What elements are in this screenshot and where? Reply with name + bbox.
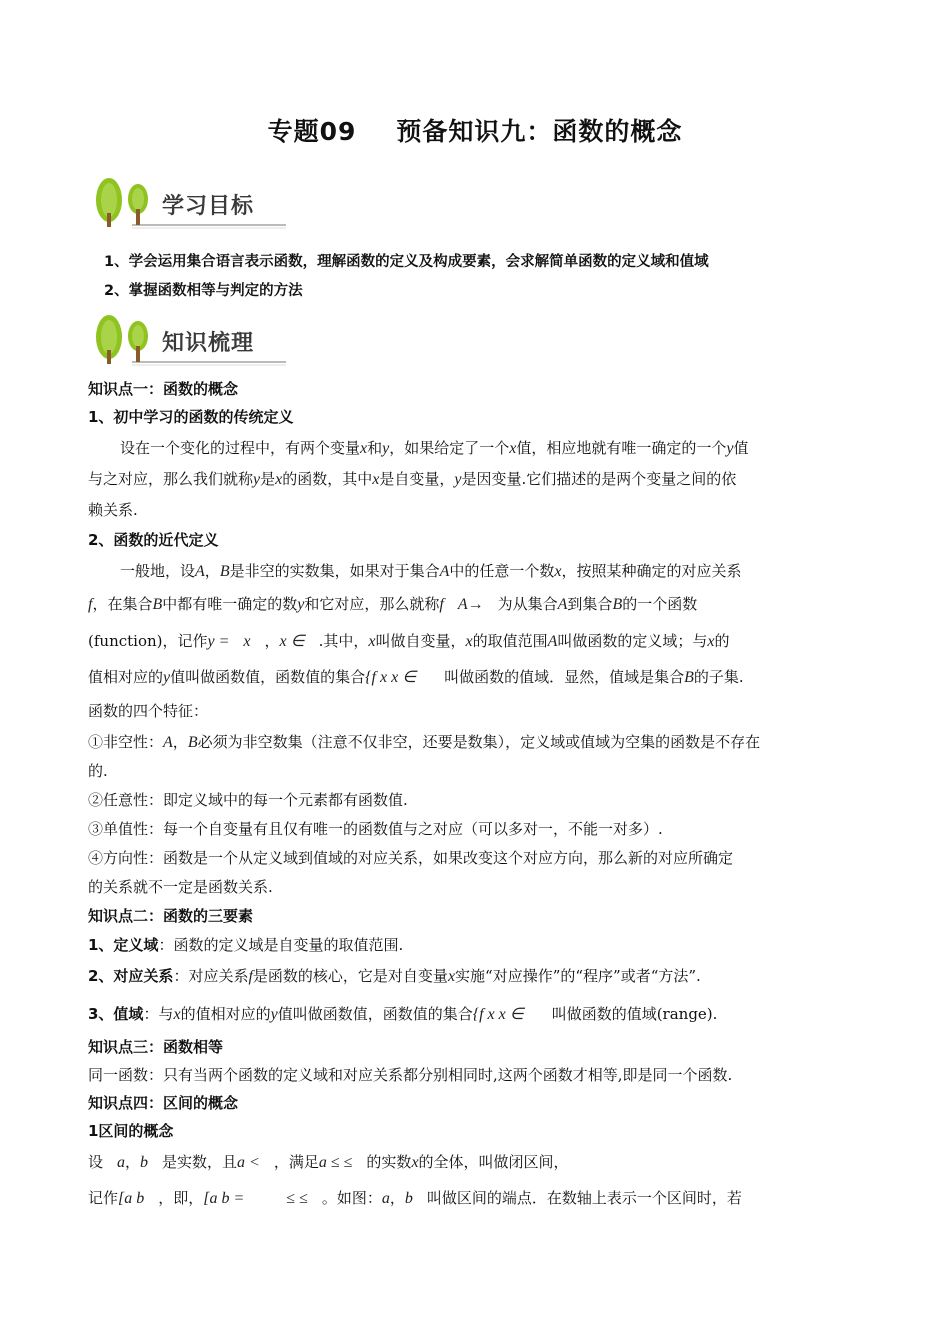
goal-item: 1、学会运用集合语言表示函数，理解函数的定义及构成要素，会求解简单函数的定义域和值域 — [104, 254, 709, 270]
section-heading: 知识点二：函数的三要素 — [88, 907, 254, 925]
paragraph-line: 设在一个变化的过程中，有两个变量x和y，如果给定了一个x值，相应地就有唯一确定的一个y值 — [120, 439, 749, 457]
section-heading: 知识点三：函数相等 — [88, 1038, 224, 1056]
banner-knowledge-review — [92, 312, 286, 368]
title-main: 预备知识九：函数的概念 — [396, 117, 683, 146]
banner-label: 知识梳理 — [162, 331, 255, 356]
paragraph-line: (function)，记作y = x ，x ∈ .其中，x叫做自变量，x的取值范围A叫做函数的定义域；与x的 — [88, 632, 730, 650]
paragraph-line: 1、定义域：函数的定义域是自变量的取值范围. — [88, 936, 404, 954]
paragraph-line: 的. — [88, 762, 108, 780]
subsection-heading: 1区间的概念 — [88, 1122, 174, 1140]
paragraph-line: 函数的四个特征： — [88, 702, 209, 720]
paragraph-line: 值相对应的y值叫做函数值，函数值的集合{f x x ∈ 叫做函数的值域．显然，值域是集合B的子集. — [88, 668, 744, 686]
paragraph-line: f，在集合B中都有唯一确定的数y和它对应，那么就称f A→ 为从集合A到集合B的一个函数 — [88, 595, 698, 613]
page-title — [0, 112, 950, 148]
paragraph-line: 设 a，b 是实数，且a < ，满足a ≤ ≤ 的实数x的全体，叫做闭区间， — [88, 1153, 569, 1171]
paragraph-line: ④方向性：函数是一个从定义域到值域的对应关系，如果改变这个对应方向，那么新的对应所确定 — [88, 849, 734, 867]
banner-learning-goals — [92, 175, 286, 231]
banner-label: 学习目标 — [162, 194, 255, 219]
title-topic: 专题09 — [267, 117, 357, 146]
paragraph-line: 的关系就不一定是函数关系. — [88, 878, 273, 896]
subsection-heading: 1、初中学习的函数的传统定义 — [88, 408, 294, 426]
section-heading: 知识点一：函数的概念 — [88, 380, 239, 398]
goal-item: 2、掌握函数相等与判定的方法 — [104, 283, 303, 299]
paragraph-line: 记作[a b ，即，[a b = ≤ ≤ 。如图：a，b 叫做区间的端点．在数轴上表示一个区间时，若 — [88, 1189, 742, 1207]
paragraph-line: 2、对应关系：对应关系f是函数的核心，它是对自变量x实施“对应操作”的“程序”或者“方法”. — [88, 967, 701, 985]
paragraph-line: 同一函数：只有当两个函数的定义域和对应关系都分别相同时,这两个函数才相等,即是同一个函数. — [88, 1066, 733, 1084]
subsection-heading: 2、函数的近代定义 — [88, 531, 219, 549]
paragraph-line: 与之对应，那么我们就称y是x的函数，其中x是自变量，y是因变量.它们描述的是两个变量之间的依 — [88, 470, 737, 488]
paragraph-line: ①非空性：A，B必须为非空数集（注意不仅非空，还要是数集），定义域或值域为空集的函数是不存在 — [88, 733, 761, 751]
paragraph-line: ②任意性：即定义域中的每一个元素都有函数值. — [88, 791, 408, 809]
paragraph-line: 3、值域：与x的值相对应的y值叫做函数值，函数值的集合{f x x ∈ 叫做函数的值域(range). — [88, 1005, 718, 1023]
paragraph-line: ③单值性：每一个自变量有且仅有唯一的函数值与之对应（可以多对一，不能一对多）. — [88, 820, 663, 838]
section-heading: 知识点四：区间的概念 — [88, 1094, 239, 1112]
paragraph-line: 赖关系. — [88, 501, 138, 519]
paragraph-line: 一般地，设A，B是非空的实数集，如果对于集合A中的任意一个数x，按照某种确定的对应关系 — [120, 562, 742, 580]
